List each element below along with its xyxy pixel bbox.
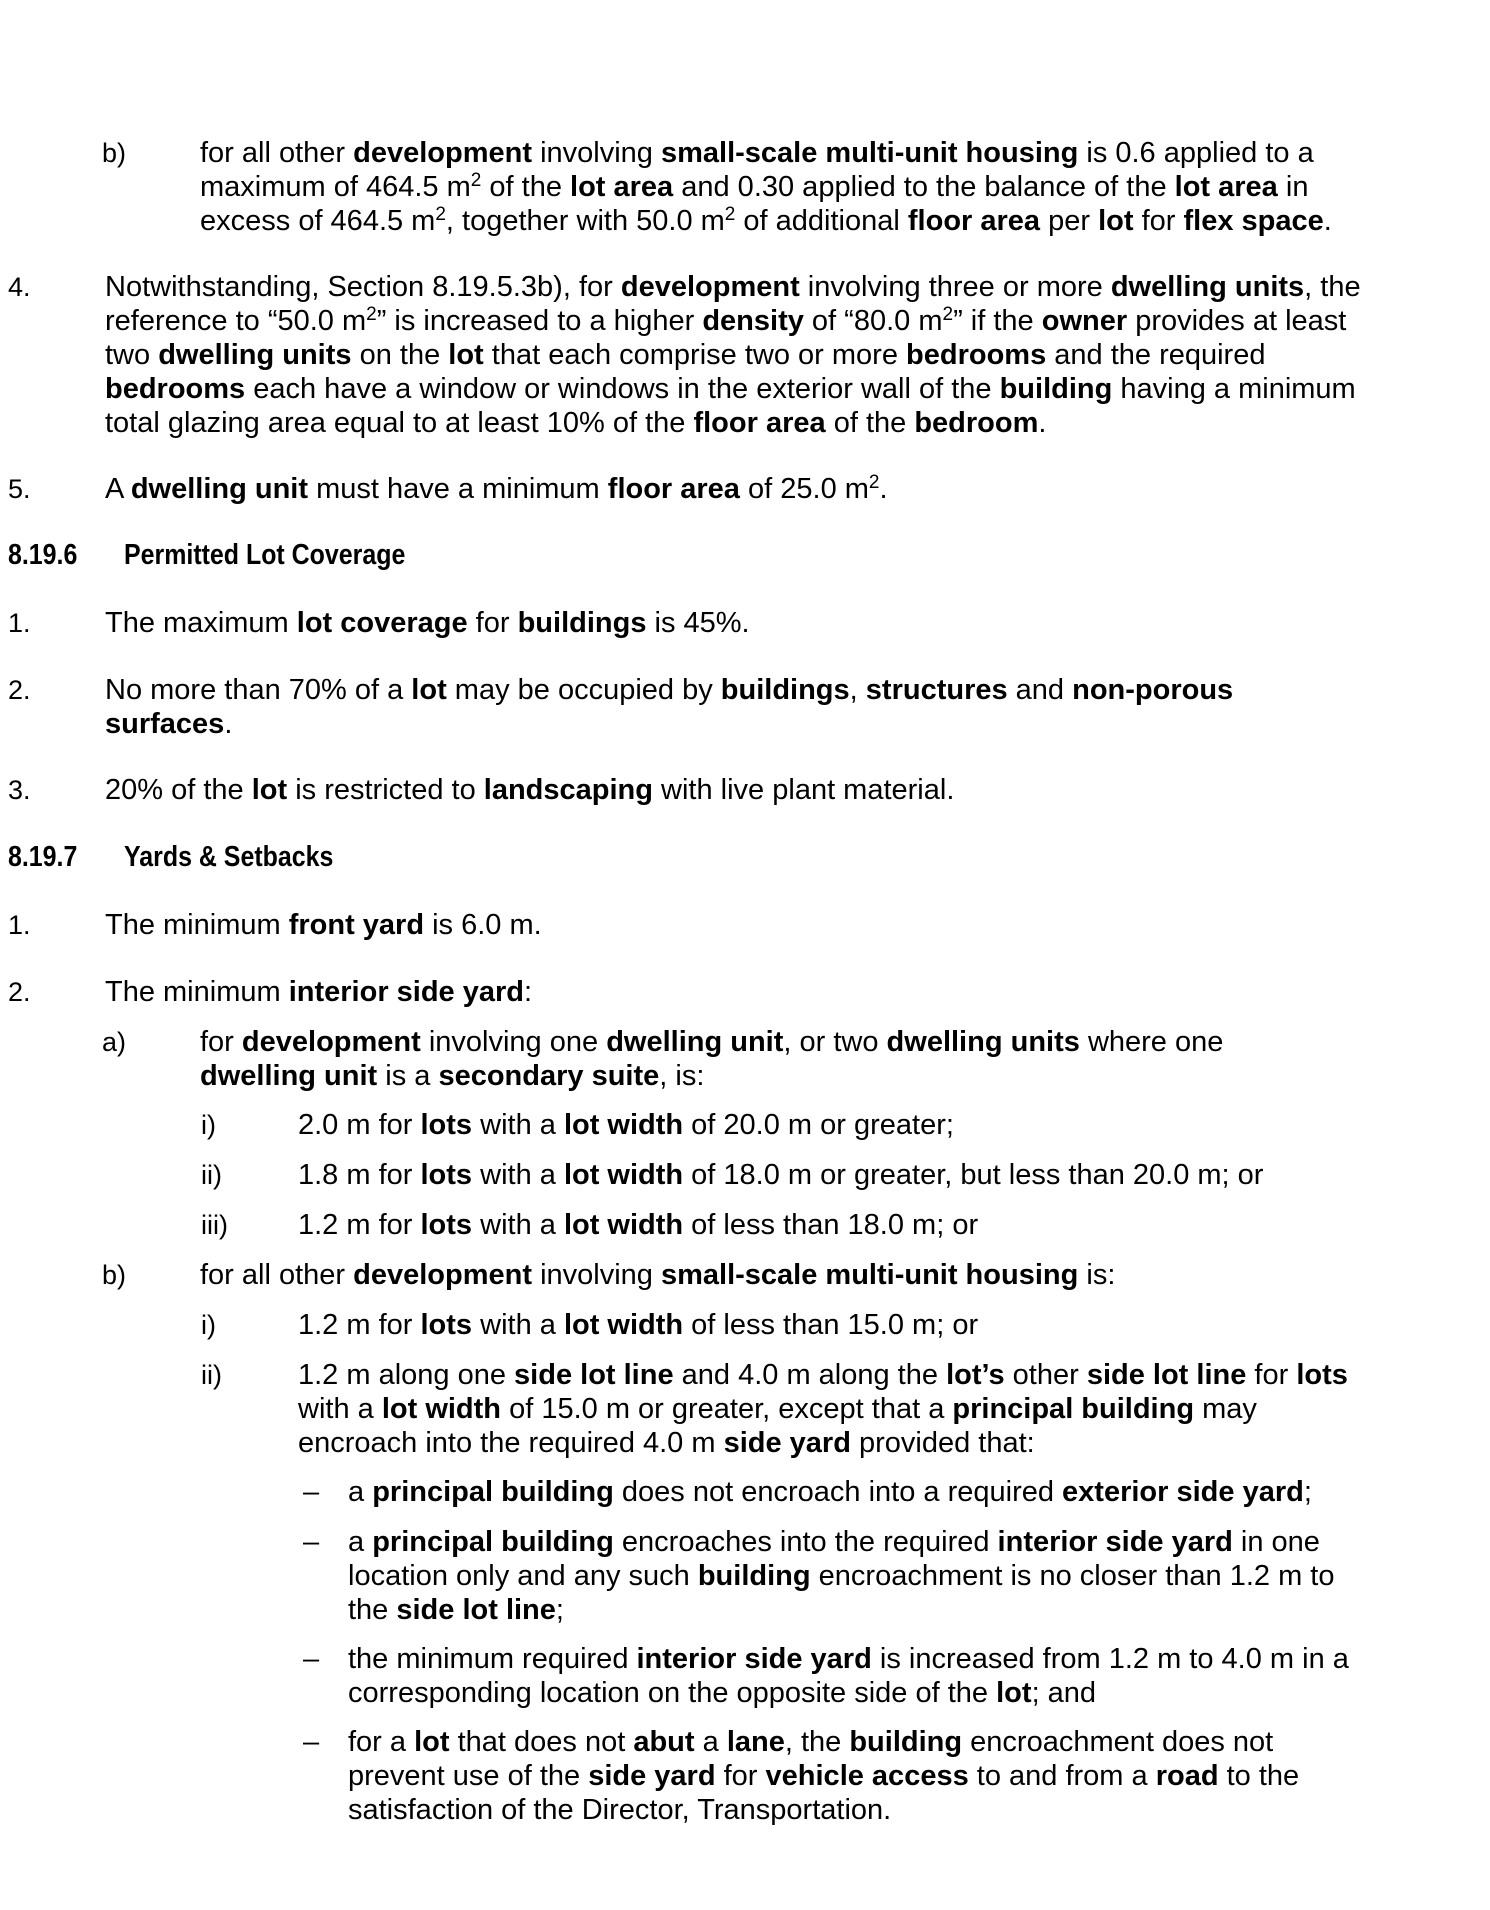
- text-run: .: [1323, 205, 1332, 237]
- text-run: The minimum: [105, 976, 289, 1008]
- defined-term: principal building: [952, 1393, 1195, 1425]
- defined-term: development: [620, 271, 800, 303]
- text-run: involving: [532, 137, 661, 169]
- text-run: and: [1007, 674, 1073, 706]
- defined-term: buildings: [720, 674, 850, 706]
- text-run: ” if the: [953, 305, 1042, 337]
- text-run: involving: [532, 1259, 661, 1291]
- text-run: 1.2 m for: [298, 1209, 421, 1241]
- text-run: , is:: [659, 1060, 705, 1092]
- text-run: and 0.30 applied to the balance of the: [673, 171, 1175, 203]
- clause-label: i): [201, 1110, 216, 1140]
- defined-term: dwelling units: [1110, 271, 1305, 303]
- text-run: for a: [348, 1726, 415, 1758]
- defined-term: bedroom: [914, 407, 1039, 439]
- text-run: is 45%.: [646, 607, 750, 639]
- text-run: ,: [849, 674, 866, 706]
- text-run: involving one: [420, 1026, 607, 1058]
- defined-term: lot area: [1174, 171, 1278, 203]
- text-run: for: [1246, 1359, 1297, 1391]
- defined-term: lots: [420, 1109, 473, 1141]
- text-run: is increased from 1.2 m to 4.0 m in a corresponding location on the opposite side of the: [348, 1643, 1349, 1709]
- text-run: a: [348, 1476, 373, 1508]
- clause-text: [298, 1158, 1418, 1192]
- defined-term: landscaping: [483, 774, 653, 806]
- text-run: 1.2 m along one: [298, 1359, 515, 1391]
- text-run: .: [879, 473, 888, 505]
- defined-term: secondary suite: [438, 1060, 660, 1092]
- text-run: for: [715, 1760, 766, 1792]
- text-run: :: [524, 976, 533, 1008]
- text-run: , the reference to “50.0 m: [105, 271, 1361, 337]
- text-run: ” is increased to a higher: [376, 305, 703, 337]
- defined-term: side lot line: [1086, 1359, 1247, 1391]
- text-run: is 0.6 applied to a maximum of 464.5 m: [200, 137, 1314, 203]
- text-run: .: [224, 708, 233, 740]
- defined-term: lane: [726, 1726, 785, 1758]
- defined-term: bedrooms: [105, 373, 246, 405]
- defined-term: non-porous surfaces: [105, 674, 1234, 740]
- defined-term: floor area: [607, 473, 740, 505]
- text-run: having a minimum total glazing area equal to at least 10% of the: [105, 373, 1356, 439]
- text-run: where one: [1079, 1026, 1224, 1058]
- text-run: and the required: [1046, 339, 1266, 371]
- text-run: encroachment is no closer than 1.2 m to the: [348, 1560, 1335, 1626]
- clause-text: [348, 1642, 1368, 1710]
- text-run: 2.0 m for: [298, 1109, 421, 1141]
- defined-term: side yard: [723, 1427, 851, 1459]
- defined-term: principal building: [372, 1476, 614, 1508]
- defined-term: floor area: [693, 407, 826, 439]
- clause-text: [105, 472, 1387, 506]
- text-run: of additional: [735, 205, 908, 237]
- text-run: is:: [1078, 1259, 1116, 1291]
- defined-term: lot width: [563, 1309, 684, 1341]
- text-run: provided that:: [850, 1427, 1035, 1459]
- superscript: 2: [366, 304, 377, 325]
- text-run: of 15.0 m or greater, except that a: [501, 1393, 953, 1425]
- text-run: on the: [351, 339, 449, 371]
- clause-text: [105, 908, 1387, 942]
- section-heading-8-19-6: [8, 538, 1408, 578]
- text-run: for: [200, 1026, 242, 1058]
- text-run: each have a window or windows in the exterior wall of the: [245, 373, 1000, 405]
- text-run: Notwithstanding, Section 8.19.5.3b), for: [105, 271, 621, 303]
- text-run: of the: [825, 407, 915, 439]
- defined-term: lots: [420, 1159, 473, 1191]
- clause-number: 1.: [8, 608, 31, 638]
- text-run: .: [1038, 407, 1047, 439]
- text-run: of 20.0 m or greater;: [683, 1109, 954, 1141]
- text-run: with live plant material.: [652, 774, 955, 806]
- text-run: with a: [472, 1109, 564, 1141]
- text-run: , or two: [783, 1026, 887, 1058]
- clause-number: 1.: [8, 910, 31, 940]
- defined-term: lots: [420, 1309, 473, 1341]
- text-run: that each comprise two or more: [483, 339, 907, 371]
- text-run: may encroach into the required 4.0 m: [298, 1393, 1257, 1459]
- text-run: 1.2 m for: [298, 1309, 421, 1341]
- text-run: must have a minimum: [308, 473, 608, 505]
- defined-term: lots: [420, 1209, 473, 1241]
- text-run: that does not: [449, 1726, 634, 1758]
- defined-term: lot: [448, 339, 484, 371]
- clause-number: 5.: [8, 474, 31, 504]
- clause-number: 4.: [8, 272, 31, 302]
- text-run: ; and: [1031, 1677, 1097, 1709]
- clause-text: [105, 606, 1387, 640]
- defined-term: side lot line: [396, 1594, 556, 1626]
- text-run: A: [105, 473, 131, 505]
- text-run: does not encroach into a required: [613, 1476, 1063, 1508]
- text-run: involving three or more: [799, 271, 1111, 303]
- defined-term: structures: [865, 674, 1008, 706]
- dash-bullet: –: [303, 1526, 320, 1558]
- superscript: 2: [724, 204, 736, 225]
- superscript: 2: [435, 204, 446, 225]
- text-run: ;: [555, 1594, 564, 1626]
- text-run: of less than 18.0 m; or: [683, 1209, 979, 1241]
- defined-term: dwelling unit: [606, 1026, 784, 1058]
- clause-number: 3.: [8, 775, 31, 805]
- defined-term: flex space: [1183, 205, 1324, 237]
- text-run: the minimum required: [348, 1643, 637, 1675]
- defined-term: building: [849, 1726, 963, 1758]
- text-run: for all other: [200, 1259, 354, 1291]
- text-run: for: [467, 607, 518, 639]
- defined-term: side lot line: [514, 1359, 674, 1391]
- text-run: of less than 15.0 m; or: [683, 1309, 979, 1341]
- dash-bullet: –: [303, 1476, 320, 1508]
- defined-term: road: [1155, 1760, 1219, 1792]
- text-run: per: [1040, 205, 1099, 237]
- text-run: provides at least two: [105, 305, 1347, 371]
- defined-term: lot: [996, 1677, 1032, 1709]
- text-run: is a: [377, 1060, 439, 1092]
- clause-text: [298, 1358, 1358, 1460]
- defined-term: bedrooms: [906, 339, 1047, 371]
- text-run: other: [1004, 1359, 1087, 1391]
- clause-text: [298, 1108, 1418, 1142]
- defined-term: development: [353, 1259, 533, 1291]
- clause-text: [105, 773, 1387, 807]
- text-run: in one location only and any such: [348, 1526, 1320, 1592]
- clause-label: i): [201, 1310, 216, 1340]
- text-run: , the: [784, 1726, 850, 1758]
- defined-term: principal building: [372, 1526, 614, 1558]
- clause-text: [200, 136, 1380, 238]
- clause-text: [348, 1475, 1388, 1509]
- superscript: 2: [470, 170, 482, 191]
- defined-term: building: [697, 1560, 811, 1592]
- defined-term: floor area: [907, 205, 1041, 237]
- text-run: for: [1133, 205, 1184, 237]
- defined-term: small-scale multi-unit housing: [660, 1259, 1079, 1291]
- text-run: of 18.0 m or greater, but less than 20.0 m; or: [683, 1159, 1264, 1191]
- defined-term: lots: [1296, 1359, 1348, 1391]
- defined-term: exterior side yard: [1062, 1476, 1304, 1508]
- text-run: encroachment does not prevent use of the: [348, 1726, 1274, 1792]
- text-run: and 4.0 m along the: [673, 1359, 947, 1391]
- defined-term: front yard: [288, 909, 425, 941]
- text-run: with a: [298, 1393, 382, 1425]
- clause-label: a): [102, 1027, 127, 1057]
- text-run: The minimum: [105, 909, 289, 941]
- clause-text: [105, 270, 1387, 440]
- defined-term: interior side yard: [636, 1643, 872, 1675]
- clause-text: [105, 975, 1387, 1009]
- defined-term: lot: [251, 774, 288, 806]
- defined-term: vehicle access: [765, 1760, 969, 1792]
- text-run: is 6.0 m.: [424, 909, 542, 941]
- text-run: ;: [1303, 1476, 1312, 1508]
- text-run: encroaches into the required: [613, 1526, 998, 1558]
- text-run: for all other: [200, 137, 354, 169]
- text-run: 20% of the: [105, 774, 252, 806]
- section-heading-8-19-7: [8, 840, 1408, 880]
- superscript: 2: [868, 472, 880, 493]
- text-run: to and from a: [968, 1760, 1156, 1792]
- text-run: may be occupied by: [446, 674, 721, 706]
- defined-term: density: [702, 305, 804, 337]
- clause-text: [348, 1525, 1368, 1627]
- defined-term: side yard: [588, 1760, 716, 1792]
- dash-bullet: –: [303, 1726, 320, 1758]
- defined-term: dwelling unit: [200, 1060, 378, 1092]
- clause-text: [348, 1725, 1368, 1827]
- dash-bullet: –: [303, 1643, 320, 1675]
- defined-term: dwelling units: [886, 1026, 1080, 1058]
- section-title: Yards & Setbacks: [124, 841, 334, 873]
- text-run: of the: [481, 171, 571, 203]
- clause-label: ii): [201, 1160, 222, 1190]
- text-run: in excess of 464.5 m: [200, 171, 1309, 237]
- text-run: of 25.0 m: [739, 473, 869, 505]
- defined-term: lot width: [381, 1393, 502, 1425]
- clause-label: ii): [201, 1360, 222, 1390]
- defined-term: buildings: [517, 607, 647, 639]
- text-run: of “80.0 m: [803, 305, 943, 337]
- defined-term: development: [353, 137, 533, 169]
- clause-label: b): [102, 138, 127, 168]
- section-number: 8.19.6: [8, 539, 78, 571]
- defined-term: lot: [1098, 205, 1134, 237]
- defined-term: lot: [411, 674, 447, 706]
- text-run: to the satisfaction of the Director, Transportation.: [348, 1760, 1300, 1826]
- defined-term: dwelling unit: [130, 473, 309, 505]
- clause-label: iii): [201, 1210, 228, 1240]
- defined-term: owner: [1041, 305, 1128, 337]
- clause-text: [200, 1258, 1380, 1292]
- defined-term: development: [241, 1026, 421, 1058]
- clause-number: 2.: [8, 675, 31, 705]
- defined-term: interior side yard: [997, 1526, 1233, 1558]
- defined-term: lot width: [563, 1159, 684, 1191]
- text-run: a: [694, 1726, 727, 1758]
- text-run: No more than 70% of a: [105, 674, 412, 706]
- defined-term: lot’s: [946, 1359, 1005, 1391]
- clause-text: [200, 1025, 1280, 1093]
- defined-term: lot width: [563, 1109, 684, 1141]
- defined-term: dwelling units: [158, 339, 352, 371]
- superscript: 2: [942, 304, 954, 325]
- defined-term: building: [999, 373, 1113, 405]
- defined-term: lot coverage: [296, 607, 468, 639]
- text-run: with a: [472, 1309, 564, 1341]
- text-run: with a: [472, 1159, 564, 1191]
- text-run: with a: [472, 1209, 564, 1241]
- clause-label: b): [102, 1260, 127, 1290]
- text-run: is restricted to: [287, 774, 484, 806]
- text-run: 1.8 m for: [298, 1159, 421, 1191]
- text-run: The maximum: [105, 607, 297, 639]
- defined-term: interior side yard: [288, 976, 525, 1008]
- text-run: , together with 50.0 m: [445, 205, 725, 237]
- defined-term: lot area: [570, 171, 674, 203]
- clause-text: [105, 673, 1285, 741]
- defined-term: lot: [414, 1726, 450, 1758]
- clause-text: [298, 1208, 1418, 1242]
- clause-number: 2.: [8, 977, 31, 1007]
- defined-term: lot width: [563, 1209, 684, 1241]
- section-title: Permitted Lot Coverage: [124, 539, 406, 571]
- section-number: 8.19.7: [8, 841, 78, 873]
- defined-term: small-scale multi-unit housing: [660, 137, 1079, 169]
- text-run: a: [348, 1526, 373, 1558]
- clause-text: [298, 1308, 1418, 1342]
- defined-term: abut: [633, 1726, 695, 1758]
